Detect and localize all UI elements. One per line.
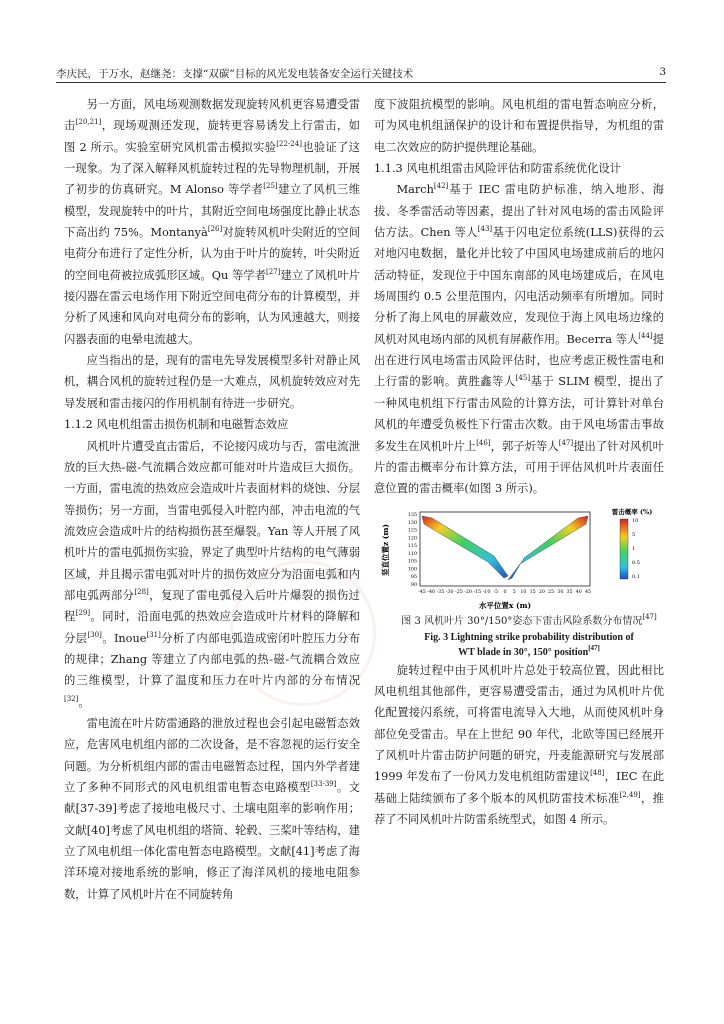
colorbar-tick-labels	[632, 518, 640, 580]
x-tick-label: 0	[503, 589, 507, 595]
colorbar-tick-label: 0.5	[632, 559, 640, 566]
colorbar-tick-label: 10	[632, 517, 639, 524]
watermark-seal	[230, 560, 376, 706]
x-tick-label: 25	[548, 589, 555, 595]
x-tick-label: -15	[473, 589, 482, 595]
colorbar-tick-label: 1	[632, 545, 636, 552]
paragraph: 风机叶片遭受直击雷后，不论接闪成功与否，雷电流泄放的巨大热-磁-气流耦合效应都可能对叶片造成巨大损伤。一方面，雷电流的热效应会造成叶片表面材料的烧蚀、分层等损伤；另一方面，当雷电弧侵入叶腔内部，冲击电流的气流效应会造成叶片的结构损伤甚至爆裂。Yan 等人开展了风机叶片的雷电弧损伤实验，界定了典型叶片结构的电气薄弱区域，并且揭示雷电弧对叶片的损伤效应分为沿面电弧和内部电弧两部分[28]，复现了雷电弧侵入后叶片爆裂的损伤过程[29]。同时，沿面电弧的热效应会造成叶片材料的降解和分层[30]。Inoue[31]分析了内部电弧造成密闭叶腔压力分布的规律；Zhang 等建立了内部电弧的热-磁-气流耦合效应的三维模型，计算了温度和压力在叶片内部的分布情况[32]。	[64, 439, 360, 709]
left-blade-shape	[422, 516, 508, 578]
x-tick-label: -35	[436, 589, 445, 595]
y-tick-label: 135	[407, 512, 417, 518]
right-blade-shape	[508, 516, 588, 580]
x-tick-label: -30	[445, 589, 454, 595]
colorbar	[620, 519, 628, 579]
left-column	[64, 94, 360, 905]
x-tick-label: 40	[575, 589, 582, 595]
y-axis-label: 竖直位置z (m)	[381, 523, 390, 576]
blade-probability-plot	[374, 504, 664, 612]
paragraph: 度下波阻抗模型的影响。风电机组的雷电暂态响应分析，可为风电机组涵保护的设计和布置提供指导，为机组的雷电二次效应的防护提供理论基础。	[374, 98, 664, 154]
y-tick-label: 120	[407, 535, 417, 541]
x-tick-label: 30	[557, 589, 564, 595]
y-tick-label: 115	[407, 543, 417, 549]
x-tick-label: 35	[566, 589, 573, 595]
y-tick-labels	[408, 512, 417, 588]
paragraph: 另一方面，风电场观测数据发现旋转风机更容易遭受雷击[20,21]，现场观测还发现，旋转更容易诱发上行雷击，如图 2 所示。实验室研究风机雷击模拟实验[22-24]也验证了这一现象。为了深入解释风机旋转过程的先导物理机制，开展了初步的仿真研究。M Alonso 等学者[25]建立了风机三维模型，发现旋转中的叶片，其附近空间电场强度比静止状态下高出约 75%。Montanyà[26]对旋转风机叶尖附近的空间电荷分布进行了定性分析，认为由于叶片的旋转，叶尖附近的空间电荷被拉成弧形区域。Qu 等学者[27]建立了风机叶片接闪器在雷云电场作用下附近空间电荷分布的计算模型，并分析了风速和风向对电荷分布的影响，认为风速越大，则接闪器表面的电晕电流越大。	[64, 98, 360, 346]
x-tick-label: 45	[584, 589, 592, 595]
x-tick-label: -25	[455, 589, 463, 595]
page-number: 3	[659, 66, 666, 78]
section-heading: 1.1.3 风电机组雷击风险评估和防雷系统优化设计	[374, 162, 621, 176]
x-tick-label: 5	[512, 589, 516, 595]
running-header	[56, 64, 666, 83]
y-tick-label: 105	[407, 559, 417, 565]
paragraph: 旋转过程中由于风机叶片总处于较高位置，因此相比风电机组其他部件，更容易遭受雷击，通过为风机叶片优化配置接闪系统，可将雷电流导入大地，从而使风机叶身部位免受雷击。早在上世纪 90 年代，北欧等国已经展开了风机叶片雷击防护问题的研究，丹麦能源研究与发展部 1999 年发布了一份风力发电机组防雷建议[48]，IEC 在此基础上陆续颁布了多个版本的风机防雷技术标准[2,49]，推荐了不同风机叶片防雷系统型式，如图 4 所示。	[374, 663, 664, 826]
x-tick-label: -45	[418, 589, 426, 595]
y-tick-label: 95	[410, 574, 417, 580]
legend-title: 雷击概率 (%)	[611, 507, 653, 516]
x-tick-labels	[418, 589, 591, 595]
y-tick-label: 100	[407, 566, 417, 572]
figure-caption-en-line2: WT blade in 30°, 150° position[47]	[458, 643, 600, 658]
y-tick-label: 130	[407, 520, 417, 526]
paragraph: 雷电流在叶片防雷通路的泄放过程也会引起电磁暂态效应，危害风电机组内部的二次设备，是不容忽视的运行安全问题。为分析机组内部的雷击电磁暂态过程，国内外学者建立了多种不同形式的风电机组雷电暂态电路模型[33-39]。文献[37-39]考虑了接地电极尺寸、土壤电阻率的影响作用；文献[40]考虑了风电机组的塔筒、轮毂、三桨叶等结构，建立了风电机组一体化雷电暂态电路模型。文献[41]考虑了海洋环境对接地系统的影响，修正了海洋风机的接地电阻参数，计算了风机叶片在不同旋转角	[64, 716, 360, 901]
header-authors-title: 李庆民，于万水，赵继尧：支撑“双碳”目标的风光发电装备安全运行关键技术	[56, 68, 414, 80]
paragraph: 应当指出的是，现有的雷电先导发展模型多针对静止风机，耦合风机的旋转过程仍是一大难点，风机旋转效应对先导发展和雷击接闪的作用机制有待进一步研究。	[64, 354, 360, 410]
colorbar-tick-label: 0.1	[632, 573, 640, 580]
x-tick-label: -20	[464, 589, 472, 595]
x-tick-label: 10	[520, 589, 527, 595]
x-tick-label: -5	[493, 589, 499, 595]
section-heading: 1.1.2 风电机组雷击损伤机制和电磁暂态效应	[64, 418, 289, 432]
figure-caption-en-line1: Fig. 3 Lightning strike probability distribution of	[424, 631, 634, 643]
x-tick-label: 20	[538, 589, 545, 595]
y-tick-label: 110	[407, 551, 417, 557]
x-axis-label: 水平位置x (m)	[478, 600, 532, 610]
x-tick-label: -40	[427, 589, 436, 595]
right-column	[374, 94, 664, 830]
figure-3	[374, 504, 664, 612]
colorbar-tick-label: 5	[632, 531, 636, 538]
paragraph: March[42]基于 IEC 雷电防护标准，纳入地形、海拔、冬季雷活动等因素，提出了针对风电场的雷击风险评估方法。Chen 等人[43]基于闪电定位系统(LLS)获得的云对地闪电数据，量化并比较了中国风电场建成前后的地闪活动特征，发现位于中国东南部的风电场建成后，在风电场周围约 0.5 公里范围内，闪电活动频率有所增加。同时分析了海上风电的屏蔽效应，发现位于海上风电场边缘的风机对风电场内部的风机有屏蔽作用。Becerra 等人[44]提出在进行风电场雷击风险评估时，也应考虑正极性雷电和上行雷的影响。黄胜鑫等人[45]基于 SLIM 模型，提出了一种风电机组下行雷击风险的计算方法，可计算针对单台风机的年遭受负极性下行雷击次数。由于风电场雷击事故多发生在风机叶片上[46]，郭子炘等人[47]提出了针对风机叶片的雷击概率分布计算方法，可用于评估风机叶片表面任意位置的雷击概率(如图 3 所示)。	[374, 182, 664, 496]
x-tick-label: -10	[482, 589, 491, 595]
y-tick-label: 90	[410, 582, 417, 588]
figure-caption-cn: 图 3 风机叶片 30°/150°姿态下雷击风险系数分布情况[47]	[401, 612, 657, 627]
x-tick-label: 15	[529, 589, 536, 595]
y-tick-label: 125	[407, 528, 417, 534]
